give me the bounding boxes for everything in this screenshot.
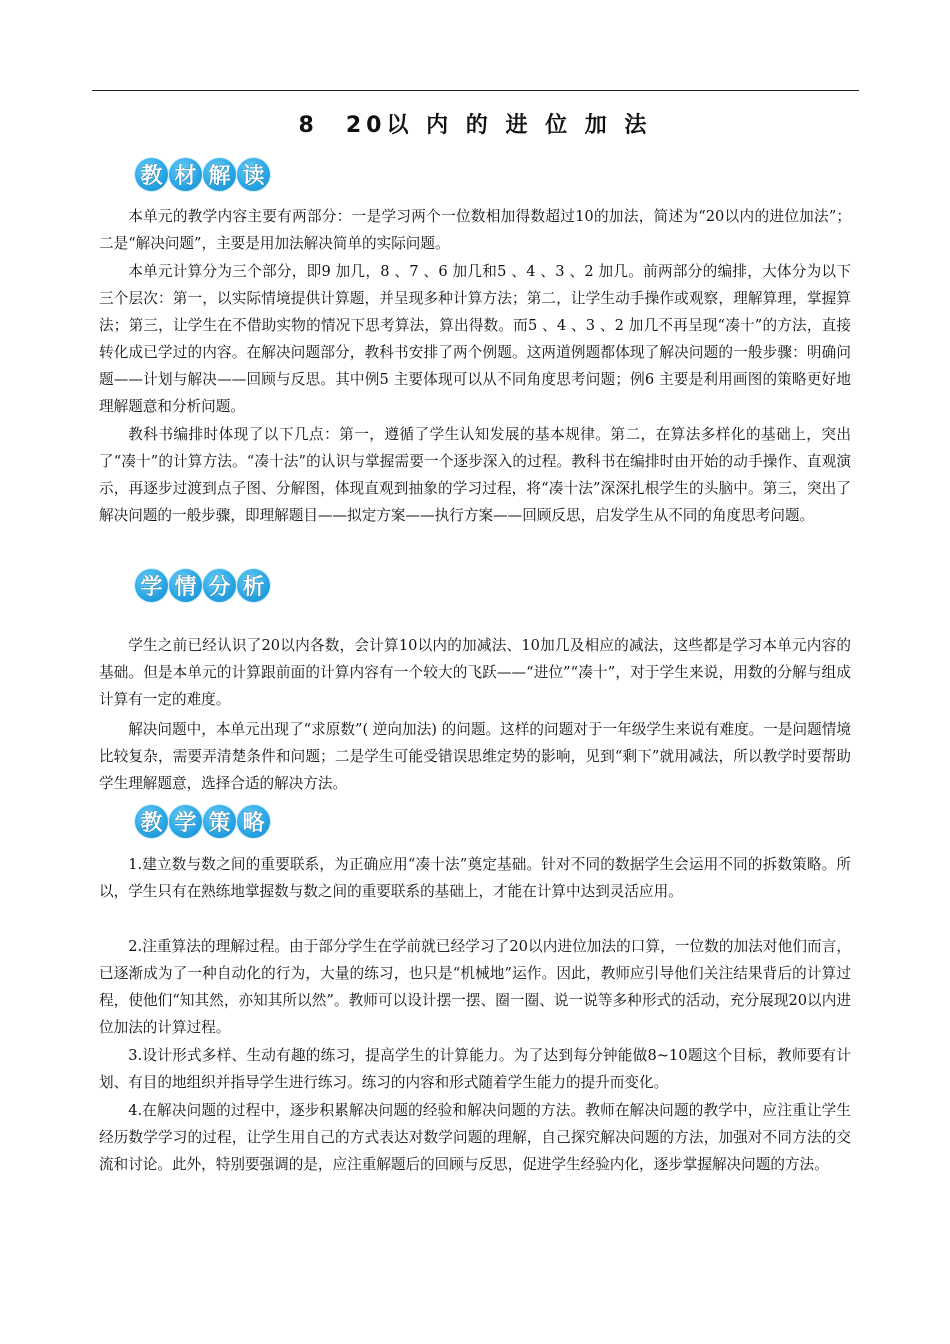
section-badge-textbook-interpretation — [135, 158, 270, 191]
paragraph: 学生之前已经认识了20以内各数，会计算10以内的加减法、10加几及相应的减法，这些都是学习本单元内容的基础。但是本单元的计算跟前面的计算内容有一个较大的飞跃——“进位”“凑十”，对于学生来说，用数的分解与组成计算有一定的难度。 — [99, 637, 851, 708]
badge-char: 策 — [203, 805, 236, 838]
paragraph: 教科书编排时体现了以下几点：第一，遵循了学生认知发展的基本规律。第二，在算法多样化的基础上，突出了“凑十”的计算方法。“凑十法”的认识与掌握需要一个逐步深入的过程。教科书在编排时由开始的动手操作、直观演示，再逐步过渡到点子图、分解图，体现直观到抽象的学习过程，将“凑十法”深深扎根学生的头脑中。第三，突出了解决问题的一般步骤，即理解题目——拟定方案——执行方案——回顾反思，启发学生从不同的角度思考问题。 — [99, 426, 851, 524]
paragraph: 解决问题中，本单元出现了“求原数”( 逆向加法) 的问题。这样的问题对于一年级学生来说有难度。一是问题情境比较复杂，需要弄清楚条件和问题；二是学生可能受错误思维定势的影响，见到“剩下”就用减法，所以教学时要帮助学生理解题意，选择合适的解决方法。 — [99, 721, 851, 792]
section-badge-teaching-strategy — [135, 805, 270, 838]
paragraph: 本单元的教学内容主要有两部分：一是学习两个一位数相加得数超过10的加法，简述为“20以内的进位加法”；二是“解决问题”，主要是用加法解决简单的实际问题。 — [99, 208, 851, 252]
badge-char: 读 — [237, 158, 270, 191]
badge-char: 学 — [169, 805, 202, 838]
badge-char: 情 — [169, 569, 202, 602]
page-title: 8 20以 内 的 进 位 加 法 — [298, 113, 652, 138]
badge-char: 分 — [203, 569, 236, 602]
paragraph: 本单元计算分为三个部分，即9 加几，8 、7 、6 加几和5 、4 、3 、2 加几。前两部分的编排，大体分为以下三个层次：第一，以实际情境提供计算题，并呈现多种计算方法；第二，让学生动手操作或观察，理解算理，掌握算法；第三，让学生在不借助实物的情况下思考算法，算出得数。而5 、4 、3 、2 加几不再呈现“凑十”的方法，直接转化成已学过的内容。在解决问题部分，教科书安排了两个例题。这两道例题都体现了解决问题的一般步骤：明确问题——计划与解决——回顾与反思。其中例5 主要体现可以从不同角度思考问题；例6 主要是利用画图的策略更好地理解题意和分析问题。 — [99, 263, 851, 415]
badge-char: 解 — [203, 158, 236, 191]
badge-char: 教 — [135, 805, 168, 838]
top-rule — [92, 90, 859, 91]
section-badge-student-analysis — [135, 569, 270, 602]
badge-char: 教 — [135, 158, 168, 191]
badge-char: 学 — [135, 569, 168, 602]
paragraph: 2.注重算法的理解过程。由于部分学生在学前就已经学习了20以内进位加法的口算，一位数的加法对他们而言，已逐渐成为了一种自动化的行为，大量的练习，也只是“机械地”运作。因此，教师应引导他们关注结果背后的计算过程，使他们“知其然，亦知其所以然”。教师可以设计摆一摆、圈一圈、说一说等多种形式的活动，充分展现20以内进位加法的计算过程。 — [99, 938, 851, 1036]
badge-char: 材 — [169, 158, 202, 191]
paragraph: 3.设计形式多样、生动有趣的练习，提高学生的计算能力。为了达到每分钟能做8~10题这个目标，教师要有计划、有目的地组织并指导学生进行练习。练习的内容和形式随着学生能力的提升而变化。 — [99, 1047, 851, 1091]
badge-char: 略 — [237, 805, 270, 838]
paragraph: 4.在解决问题的过程中，逐步积累解决问题的经验和解决问题的方法。教师在解决问题的教学中，应注重让学生经历数学学习的过程，让学生用自己的方式表达对数学问题的理解，自己探究解决问题的方法，加强对不同方法的交流和讨论。此外，特别要强调的是，应注重解题后的回顾与反思，促进学生经验内化，逐步掌握解决问题的方法。 — [99, 1102, 851, 1173]
badge-char: 析 — [237, 569, 270, 602]
paragraph: 1.建立数与数之间的重要联系，为正确应用“凑十法”奠定基础。针对不同的数据学生会运用不同的拆数策略。所以，学生只有在熟练地掌握数与数之间的重要联系的基础上，才能在计算中达到灵活应用。 — [99, 856, 851, 900]
